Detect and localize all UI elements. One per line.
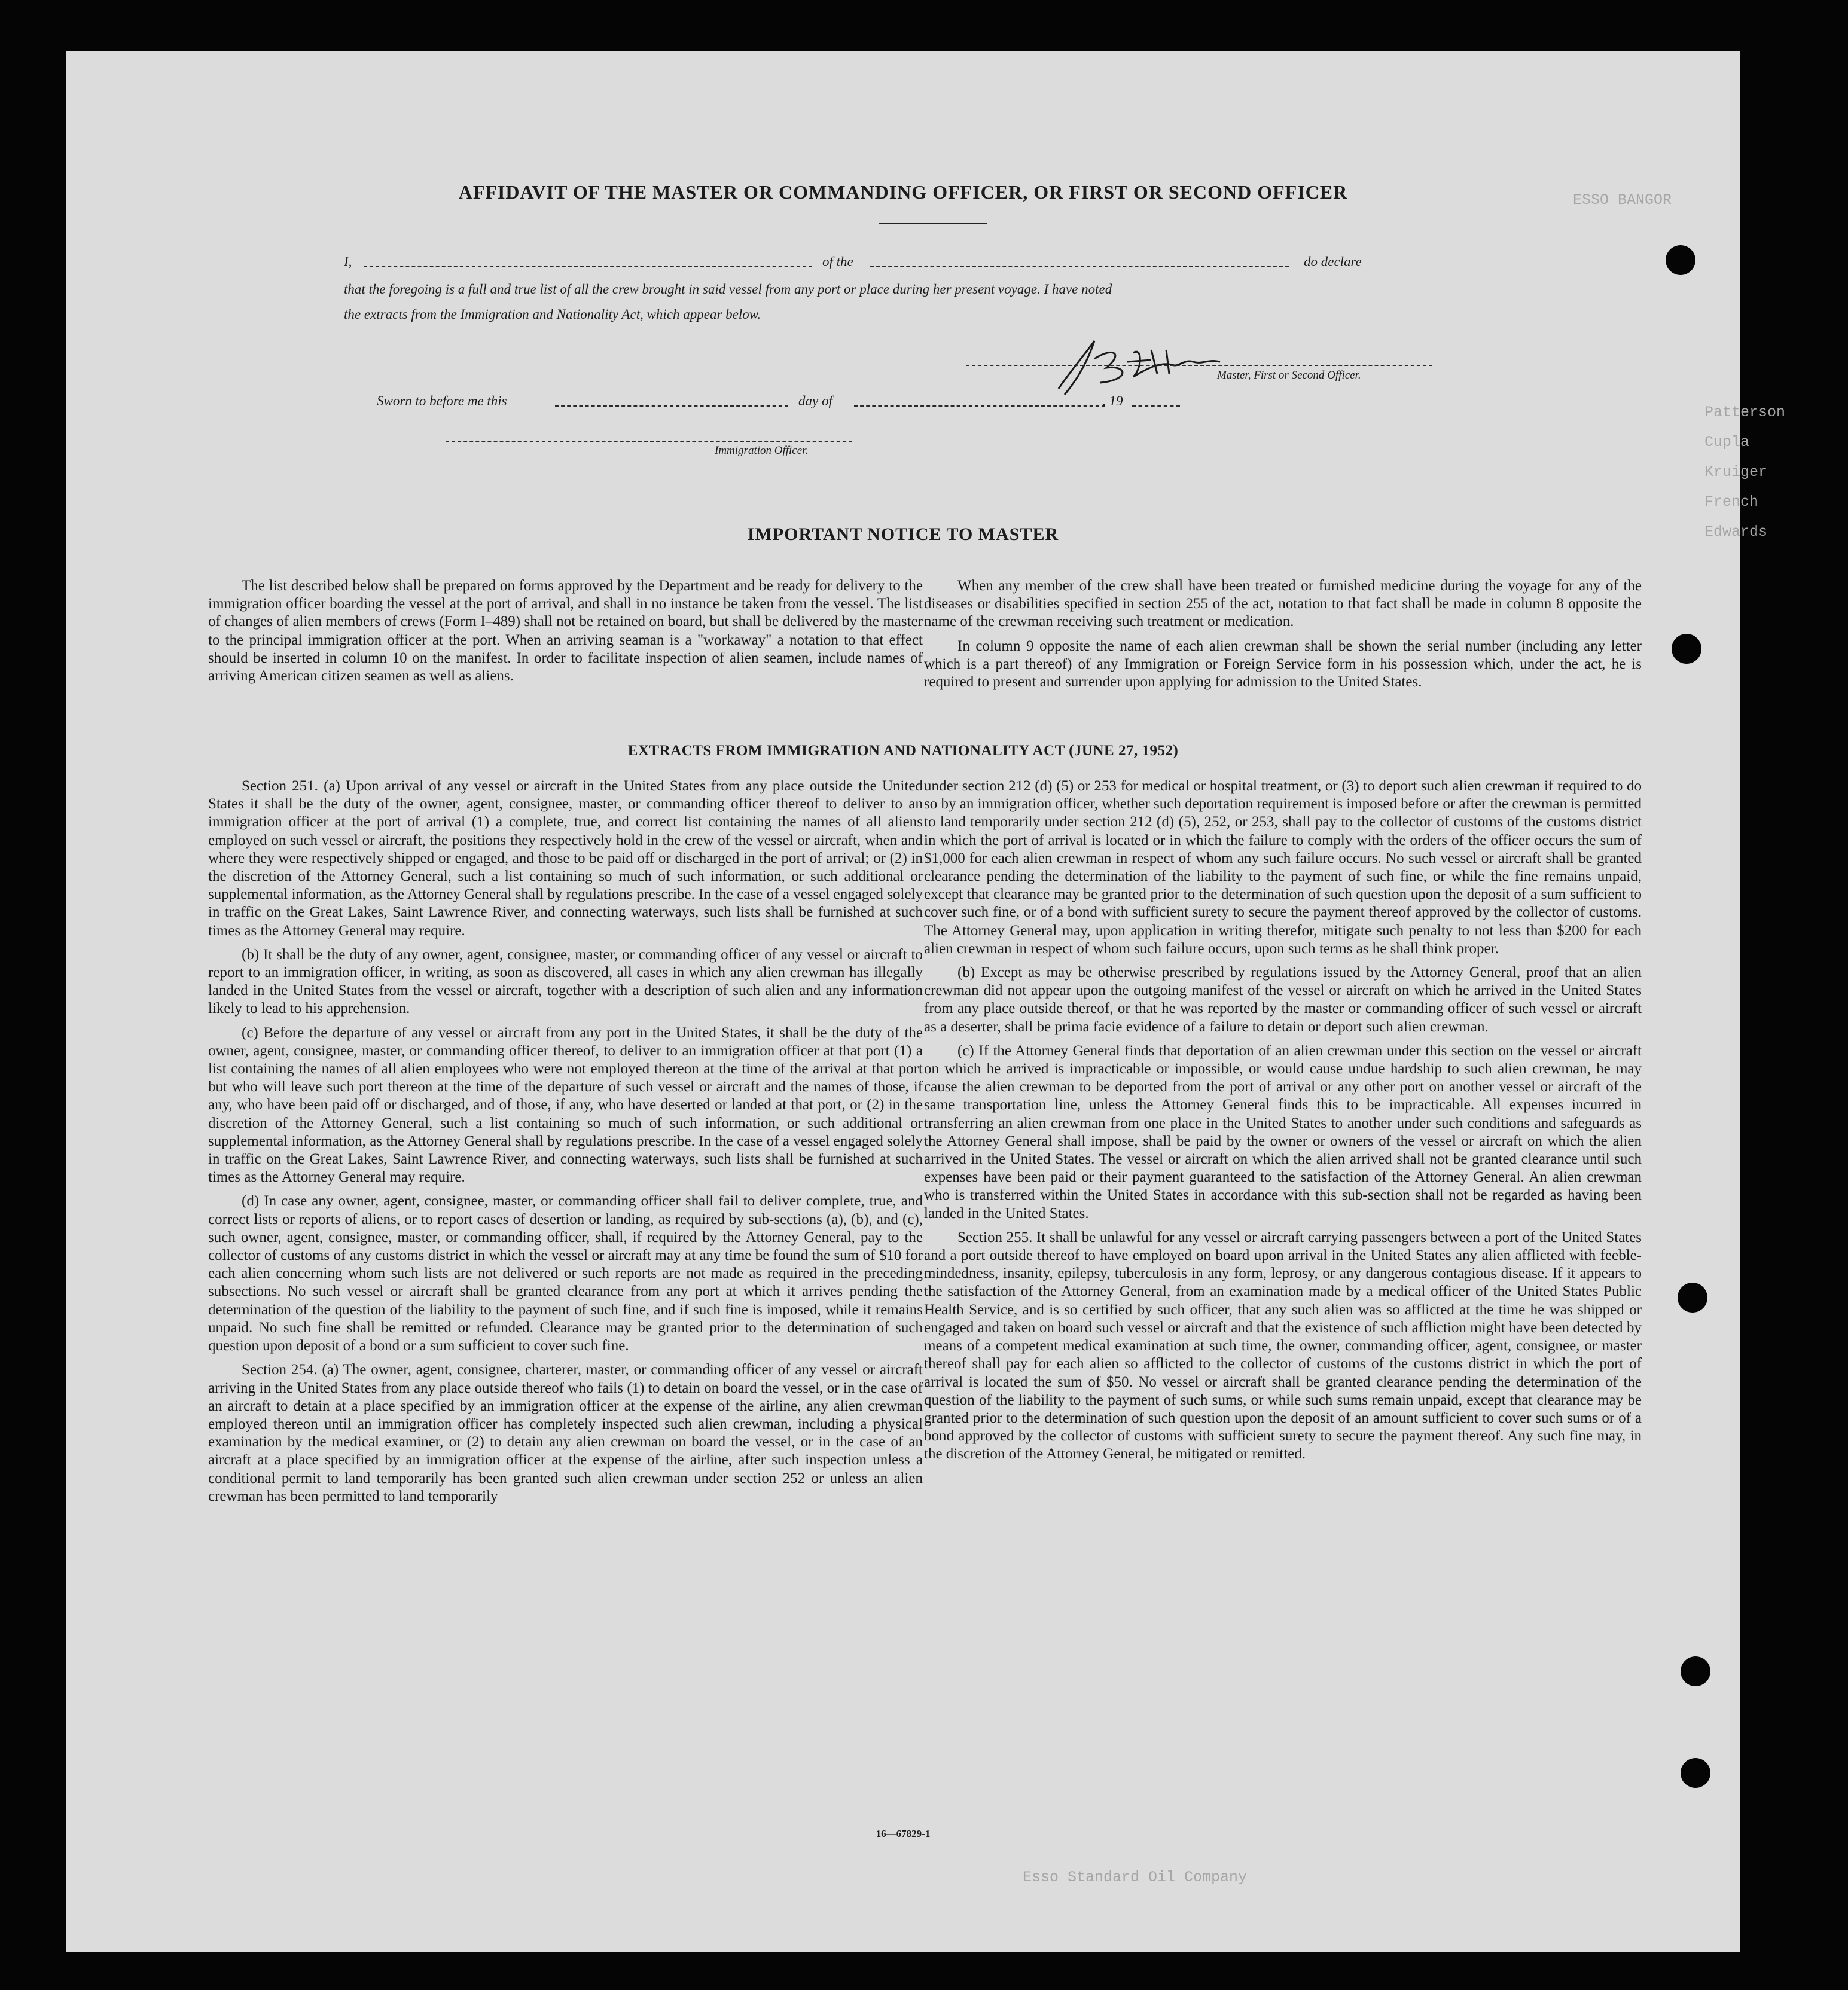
- form-number: 16—67829-1: [876, 1828, 931, 1839]
- bleed-through-text: French: [1704, 493, 1759, 511]
- section-paragraph: (c) Before the departure of any vessel or aircraft from any port in the United States, it shall be the duty of the owner, agent, consignee, master, or commanding officer thereof, to deliver to an immigration officer at that port (1) a list containing the names of all alien employees who were not employed thereon at the time of the arrival at that port but who will leave such port thereon at the time of the departure of such vessel or aircraft and the names of those, if any, who have been paid off or discharged, and of those, if any, who have deserted or landed at that port, or (2) in the discretion of the Attorney General, such a list containing so much of such information, or such additional or supplemental information, as the Attorney General shall by regulations prescribe. In the case of a vessel engaged solely in traffic on the Great Lakes, Saint Lawrence River, and connecting waterways, such lists shall be furnished at such times as the Attorney General may require.: [208, 1024, 923, 1186]
- master-name-field[interactable]: [364, 266, 812, 267]
- affidavit-title: AFFIDAVIT OF THE MASTER OR COMMANDING OFFICER, OR FIRST OR SECOND OFFICER: [458, 181, 1348, 203]
- extracts-title: EXTRACTS FROM IMMIGRATION AND NATIONALITY ACT (JUNE 27, 1952): [627, 743, 1179, 759]
- notice-right-column: [924, 577, 1642, 697]
- bleed-through-text: ESSO BANGOR: [1573, 191, 1672, 209]
- bleed-through-text: Cupla: [1704, 434, 1750, 451]
- bleed-through-text: Esso Standard Oil Company: [1023, 1869, 1248, 1886]
- extracts-right-column: [924, 777, 1642, 1470]
- bleed-through-text: Edwards: [1704, 523, 1768, 541]
- punch-hole: [1672, 634, 1701, 664]
- section-paragraph: Section 255. It shall be unlawful for any vessel or aircraft carrying passengers between a port of the United States and a port outside thereof to have employed on board upon arrival in the United States any alien afflicted with feeble-mindedness, insanity, epilepsy, tuberculosis in any form, leprosy, or any dangerous contagious disease. If it appears to the satisfaction of the Attorney General, from an examination made by a medical officer of the United States Public Health Service, and is so certified by such officer, that any such alien was so afflicted at the time he was shipped or engaged and taken on board such vessel or aircraft and that the existence of such affliction might have been detected by means of a competent medical examination at such time, the owner, commanding officer, agent, consignee, or master thereof shall pay for each alien so afflicted to the collector of customs of the customs district in which the port of arrival is located the sum of $50. No vessel or aircraft shall be granted clearance pending the determination of the question of the liability to the payment of such sums, or while such sums remain unpaid, except that clearance may be granted prior to the determination of such question upon the deposit of an amount sufficient to cover such sums or of a bond approved by the collector of customs with sufficient surety to secure the payment thereof. Any such fine may, in the discretion of the Attorney General, be mitigated or remitted.: [924, 1229, 1642, 1463]
- affidavit-i-label: I,: [344, 254, 352, 269]
- sworn-label: Sworn to before me this: [377, 393, 507, 408]
- punch-hole: [1666, 245, 1695, 275]
- affidavit-statement: that the foregoing is a full and true list of all the crew brought in said vessel from any port or place during her present voyage. I have noted: [344, 282, 1112, 297]
- sworn-year-field[interactable]: [1132, 405, 1180, 407]
- do-declare-label: do declare: [1304, 254, 1362, 269]
- document-page: [66, 51, 1786, 1952]
- of-the-label: of the: [822, 254, 853, 269]
- year-prefix: , 19: [1102, 393, 1123, 408]
- section-paragraph: (d) In case any owner, agent, consignee, master, or commanding officer shall fail to deliver complete, true, and correct lists or reports of aliens, or to report cases of desertion or landing, as required by sub-sections (a), (b), and (c), such owner, agent, consignee, master, or commanding officer, shall, if required by the Attorney General, pay to the collector of customs of any customs district in which the vessel or aircraft may at any time be found the sum of $10 for each alien concerning whom such lists are not delivered or such reports are not made as required in the preceding subsections. No such vessel or aircraft shall be granted clearance from any port at which it arrives pending the determination of the question of the liability to the payment of such fine, and if such fine is imposed, while it remains unpaid. No such fine shall be remitted or refunded. Clearance may be granted prior to the determination of such question upon deposit of a bond or a sum sufficient to cover such fine.: [208, 1193, 923, 1354]
- notice-paragraph: In column 9 opposite the name of each alien crewman shall be shown the serial number (including any letter which is a part thereof) of any Immigration or Foreign Service form in his possession which, under the act, he is required to present and surrender upon applying for admission to the United States.: [924, 637, 1642, 691]
- section-paragraph: Section 254. (a) The owner, agent, consignee, charterer, master, or commanding officer of any vessel or aircraft arriving in the United States from any place outside thereof who fails (1) to detain on board the vessel, or in the case of an aircraft to detain at a place specified by an immigration officer at the expense of the airline, any alien crewman employed thereon until an immigration officer has completely inspected such alien crewman, including a physical examination by the medical examiner, or (2) to detain any alien crewman on board the vessel, or in the case of an aircraft at a place specified by an immigration officer at the expense of the airline, after such inspection unless a conditional permit to land temporarily has been granted such alien crewman under section 252 or unless an alien crewman has been permitted to land temporarily: [208, 1362, 923, 1504]
- extracts-left-column: [208, 777, 923, 1512]
- notice-title: IMPORTANT NOTICE TO MASTER: [747, 524, 1059, 544]
- signature-line: [966, 365, 1432, 366]
- notice-left-column: [208, 577, 923, 691]
- section-paragraph: (c) If the Attorney General finds that deportation of an alien crewman under this section on the vessel or aircraft on which he arrived is impracticable or impossible, or would cause undue hardship to such alien crewman, he may cause the alien crewman to be deported from the port of arrival or any other port on another vessel or aircraft of the same transportation line, unless the Attorney General finds this to be impracticable. All expenses incurred in transferring an alien crewman from one place in the United States to another under such conditions and safeguards as the Attorney General shall impose, shall be paid by the owner or owners of the vessel or aircraft on which the alien arrived in the United States. The vessel or aircraft on which the alien arrived shall not be granted clearance until such expenses have been paid or their payment guaranteed to the satisfaction of the Attorney General. An alien crewman who is transferred within the United States in accordance with this sub-section shall not be regarded as having been landed in the United States.: [924, 1042, 1642, 1222]
- section-paragraph: Section 251. (a) Upon arrival of any vessel or aircraft in the United States from any place outside the United States it shall be the duty of the owner, agent, consignee, master, or commanding officer thereof to deliver to an immigration officer at the port of arrival (1) a complete, true, and correct list containing the names of all aliens employed on such vessel or aircraft, the positions they respectively hold in the crew of the vessel or aircraft, when and where they were respectively shipped or engaged, and those to be paid off or discharged in the port of arrival; or (2) in the discretion of the Attorney General, such a list containing so much of such information, or such additional or supplemental information, as the Attorney General shall by regulations prescribe. In the case of a vessel engaged solely in traffic on the Great Lakes, Saint Lawrence River, and connecting waterways, such lists shall be furnished at such times as the Attorney General may require.: [208, 778, 923, 939]
- title-rule: [879, 223, 987, 224]
- day-of-label: day of: [798, 393, 832, 408]
- sworn-month-field[interactable]: [854, 405, 1105, 407]
- immigration-officer-signature-line: [446, 441, 852, 442]
- punch-hole: [1678, 1283, 1707, 1313]
- immigration-officer-label: Immigration Officer.: [715, 444, 809, 457]
- sworn-day-field[interactable]: [555, 405, 788, 407]
- affidavit-statement-cont: the extracts from the Immigration and Nationality Act, which appear below.: [344, 307, 761, 322]
- section-paragraph: under section 212 (d) (5) or 253 for medical or hospital treatment, or (3) to deport such alien crewman if required to do so by an immigration officer, whether such deportation requirement is imposed before or after the crewman is permitted to land temporarily under section 212 (d) (5), 252, or 253, shall pay to the collector of customs of the customs district in which the port of arrival is located or in which the failure to comply with the orders of the officer occurs the sum of $1,000 for each alien crewman in respect of whom any such failure occurs. No such vessel or aircraft shall be granted clearance pending the determination of the liability to the payment of such fine, or while the fine remains unpaid, except that clearance may be granted prior to the determination of such question upon the deposit of a sum sufficient to cover such fine, or of a bond with sufficient surety to secure the payment thereof approved by the collector of customs. The Attorney General may, upon application in writing therefor, mitigate such penalty to not less than $200 for each alien crewman in respect of whom such failure occurs, upon such terms as he shall think proper.: [924, 778, 1642, 957]
- section-paragraph: (b) It shall be the duty of any owner, agent, consignee, master, or commanding officer of any vessel or aircraft to report to an immigration officer, in writing, as soon as discovered, all cases in which any alien crewman has illegally landed in the United States from the vessel or aircraft, together with a description of such alien and any information likely to lead to his apprehension.: [208, 946, 923, 1017]
- punch-hole: [1681, 1758, 1710, 1788]
- signature-image: [1023, 335, 1238, 401]
- notice-paragraph: The list described below shall be prepared on forms approved by the Department and be ready for delivery to the immigration officer boarding the vessel at the port of arrival, and shall in no instance be taken from the vessel. The list of changes of alien members of crews (Form I–489) shall not be retained on board, but shall be delivered by the master to the principal immigration officer at the port. When an arriving seaman is a "workaway" a notation to that effect should be inserted in column 10 on the manifest. In order to facilitate inspection of alien seamen, include names of arriving American citizen seamen as well as aliens.: [208, 578, 923, 685]
- notice-paragraph: When any member of the crew shall have been treated or furnished medicine during the voyage for any of the diseases or disabilities specified in section 255 of the act, notation to that fact shall be made in column 8 opposite the name of the crewman receiving such treatment or medication.: [924, 578, 1642, 630]
- bleed-through-text: Kruiger: [1704, 463, 1768, 481]
- punch-hole: [1681, 1656, 1710, 1686]
- vessel-name-field[interactable]: [870, 266, 1289, 267]
- signature-caption: Master, First or Second Officer.: [1217, 369, 1361, 381]
- section-paragraph: (b) Except as may be otherwise prescribed by regulations issued by the Attorney General, proof that an alien crewman did not appear upon the outgoing manifest of the vessel or aircraft on which he arrived in the United States from any place outside thereof, or that he was reported by the master or commanding officer of such vessel or aircraft as a deserter, shall be prima facie evidence of a failure to detain or deport such alien crewman.: [924, 965, 1642, 1035]
- bleed-through-text: Patterson: [1704, 404, 1786, 421]
